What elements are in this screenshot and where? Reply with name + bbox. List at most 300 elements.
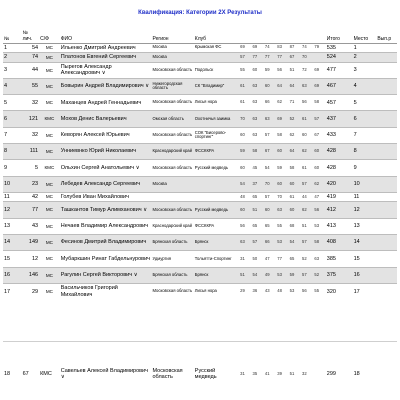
cell-total: 457: [326, 95, 353, 111]
cell-extra: [376, 95, 397, 111]
cell-total: 320: [326, 283, 353, 299]
cell-score: 64: [276, 78, 288, 94]
cell-num: 11: [3, 192, 22, 202]
cell-score: 69: [313, 78, 325, 94]
cell-bib: 23: [22, 176, 40, 192]
cell-extra: [376, 53, 397, 63]
cell-score: 56: [239, 218, 251, 234]
cell-score: 57: [264, 127, 276, 143]
cell-region: Брянская область: [152, 267, 194, 283]
cell-rank: МС: [39, 267, 60, 283]
cell-bib: 29: [22, 283, 40, 299]
cell-total: 385: [326, 251, 353, 267]
cell-score: 50: [252, 251, 264, 267]
cell-score: 45: [252, 160, 264, 176]
cell-region: Нижегородская область: [152, 78, 194, 94]
cell-name: Нечаев Владимир Александрович: [60, 218, 152, 234]
cell-score: 59: [264, 62, 276, 78]
cell-extra: [376, 78, 397, 94]
cell-club: Брянск: [194, 234, 239, 250]
cell-score: 52: [289, 111, 301, 127]
cell-place: 14: [353, 234, 377, 250]
cell-club: [194, 53, 239, 63]
cell-score: 57: [239, 53, 251, 63]
cell-score: 58: [313, 95, 325, 111]
cell-region: Московская область: [152, 62, 194, 78]
cell-name: Кеворян Алексей Юрьевич: [60, 127, 152, 143]
cell-rank: МС: [39, 251, 60, 267]
cell-club: Крымская ФС: [194, 43, 239, 53]
cell-score: 55: [313, 283, 325, 299]
cell-score: 58: [276, 127, 288, 143]
cell-num: 7: [3, 127, 22, 143]
cell-club: [194, 192, 239, 202]
cell-score: 63: [301, 78, 313, 94]
table-row: [3, 78, 397, 94]
cell-extra: [376, 192, 397, 202]
cell-bib: 74: [22, 53, 40, 63]
cell-score: 60: [239, 127, 251, 143]
cell-region: Московская область: [152, 95, 194, 111]
cell-region: Брянская область: [152, 234, 194, 250]
cell-place: 17: [353, 283, 377, 299]
cell-club: Русский медведь: [194, 160, 239, 176]
cell-place: 13: [353, 218, 377, 234]
cell-rank: МС: [39, 283, 60, 299]
cell-club: ФССККРА: [194, 218, 239, 234]
cell-num: 4: [3, 78, 22, 94]
cell-club: Подольск: [194, 62, 239, 78]
cell-score: 69: [313, 62, 325, 78]
cell-name: Платонов Евгений Сергеевич: [60, 53, 152, 63]
cell-num: 5: [3, 95, 22, 111]
cell-score: 39: [277, 370, 282, 376]
cell-name: Бовырин Андрей Владимирович ∨: [60, 78, 152, 94]
cell-score: 61: [239, 78, 251, 94]
cell-score: 71: [289, 95, 301, 111]
header-rank: С/Ф: [39, 31, 60, 43]
header-series-4: [276, 31, 288, 43]
header-series-1: [239, 31, 251, 43]
cell-place: 6: [353, 111, 377, 127]
cell-score: 32: [302, 370, 307, 376]
cell-score: 63: [276, 202, 288, 218]
cell-score: 70: [239, 111, 251, 127]
cell-place: 7: [353, 127, 377, 143]
cell-score: 51: [301, 218, 313, 234]
cell-place: 5: [353, 95, 377, 111]
table-row: [3, 283, 397, 299]
cell-score: [313, 368, 325, 381]
cell-score: 56: [301, 95, 313, 111]
cell-total: 428: [326, 160, 353, 176]
cell-score: 57: [252, 234, 264, 250]
cell-bib: 149: [22, 234, 40, 250]
cell-score: 59: [276, 160, 288, 176]
cell-rank: МС: [39, 176, 60, 192]
cell-name: Васильчиков Григорий Михайлович: [60, 283, 152, 299]
cell-extra: [376, 176, 397, 192]
header-region: Регион: [152, 31, 194, 43]
cell-score: [313, 53, 325, 63]
cell-total: 375: [326, 267, 353, 283]
cell-rank: МС: [39, 127, 60, 143]
cell-score: 60: [313, 143, 325, 159]
cell-region: Москва: [152, 53, 194, 63]
cell-club: Брянск: [194, 267, 239, 283]
cell-num: 18: [4, 371, 11, 378]
cell-place: 12: [353, 202, 377, 218]
cell-score: 55: [276, 218, 288, 234]
cell-region: Московская область: [152, 283, 194, 299]
cell-score: 60: [239, 202, 251, 218]
cell-score: 61: [301, 111, 313, 127]
cell-score: 54: [239, 176, 251, 192]
table-row: [3, 202, 397, 218]
cell-extra: [376, 283, 397, 299]
cell-score: 64: [289, 78, 301, 94]
cell-bib: 12: [22, 251, 40, 267]
cell-score: 62: [276, 95, 288, 111]
cell-score: 59: [289, 267, 301, 283]
cell-rank: МС: [39, 234, 60, 250]
cell-score: 49: [264, 267, 276, 283]
cell-place: 16: [353, 267, 377, 283]
cell-score: 70: [301, 53, 313, 63]
cell-place: 9: [353, 160, 377, 176]
cell-extra: [376, 143, 397, 159]
cell-region: Москва: [152, 43, 194, 53]
cell-score: 54: [289, 234, 301, 250]
cell-name: Фесинов Дмитрий Владимирович: [60, 234, 152, 250]
cell-score: 60: [276, 143, 288, 159]
cell-score: 65: [289, 251, 301, 267]
cell-score: 53: [276, 234, 288, 250]
header-series-5: [289, 31, 301, 43]
cell-score: 77: [276, 53, 288, 63]
page-gap-divider: [3, 341, 397, 342]
cell-num: 3: [3, 62, 22, 78]
cell-total: 413: [326, 218, 353, 234]
cell-score: 77: [264, 53, 276, 63]
cell-extra: [376, 267, 397, 283]
cell-region: Московская область: [152, 127, 194, 143]
cell-extra: [376, 234, 397, 250]
cell-region: Московская область: [152, 202, 194, 218]
cell-score: 63: [264, 111, 276, 127]
cell-rank: МС: [39, 78, 60, 94]
cell-place: 18: [353, 371, 360, 378]
cell-total: 419: [326, 192, 353, 202]
cell-score: 60: [239, 160, 251, 176]
cell-name: Маханцев Андрей Геннадьевич: [60, 95, 152, 111]
cell-name: Ильенко Дмитрий Андреевич: [60, 43, 152, 53]
cell-rank: МС: [39, 202, 60, 218]
cell-num: 6: [3, 111, 22, 127]
cell-region: [152, 192, 194, 202]
cell-score: 77: [252, 53, 264, 63]
cell-bib: 44: [22, 62, 40, 78]
cell-score: 37: [252, 176, 264, 192]
cell-place: 2: [353, 53, 377, 63]
cell-total: 477: [326, 62, 353, 78]
cell-extra: [376, 62, 397, 78]
cell-score: 61: [301, 160, 313, 176]
cell-region: Московская область: [152, 160, 194, 176]
cell-score: 63: [313, 251, 325, 267]
cell-club: Лисья нора: [194, 283, 239, 299]
table-row: [3, 127, 397, 143]
cell-score: 60: [289, 176, 301, 192]
last-row-table: [3, 368, 397, 381]
cell-bib: 121: [22, 111, 40, 127]
table-row: [3, 234, 397, 250]
cell-region: Омская область: [152, 111, 194, 127]
cell-rank: КМС: [39, 160, 60, 176]
cell-score: 47: [264, 251, 276, 267]
cell-total: 408: [326, 234, 353, 250]
header-place: Место: [353, 31, 377, 43]
cell-rank: МС: [39, 95, 60, 111]
cell-name: Голубев Иван Михайлович: [60, 192, 152, 202]
cell-score: 79: [313, 43, 325, 53]
cell-club: Русский медведь: [194, 368, 217, 381]
cell-score: 29: [239, 283, 251, 299]
cell-score: 87: [289, 43, 301, 53]
cell-score: 62: [301, 202, 313, 218]
cell-score: 57: [301, 267, 313, 283]
cell-extra: [376, 111, 397, 127]
cell-score: 66: [264, 234, 276, 250]
cell-bib: 32: [22, 127, 40, 143]
table-row: [3, 62, 397, 78]
cell-score: 57: [301, 234, 313, 250]
cell-score: 65: [264, 218, 276, 234]
cell-place: 10: [353, 176, 377, 192]
cell-extra: [376, 368, 397, 381]
cell-total: 437: [326, 111, 353, 127]
cell-club: Лисья нора: [194, 95, 239, 111]
cell-place: 3: [353, 62, 377, 78]
cell-score: 60: [276, 176, 288, 192]
header-extra: Вып.р: [376, 31, 397, 43]
cell-score: 47: [313, 192, 325, 202]
cell-score: 70: [276, 192, 288, 202]
cell-place: 15: [353, 251, 377, 267]
table-row: [3, 218, 397, 234]
cell-score: 62: [313, 176, 325, 192]
cell-bib: 55: [22, 78, 40, 94]
cell-score: 31: [240, 370, 245, 376]
cell-score: 68: [289, 218, 301, 234]
cell-rank: КМС: [40, 371, 52, 378]
cell-score: 51: [289, 62, 301, 78]
cell-region: Удмуртия: [152, 251, 194, 267]
cell-score: 55: [239, 62, 251, 78]
cell-score: 57: [301, 176, 313, 192]
cell-score: 36: [252, 283, 264, 299]
cell-score: 58: [289, 160, 301, 176]
cell-score: 48: [239, 192, 251, 202]
cell-name: Лебедев Александр Сергеевич: [60, 176, 152, 192]
cell-bib: 54: [22, 43, 40, 53]
header-name: ФИО: [60, 31, 152, 43]
cell-club: СК "Владимир": [194, 78, 239, 94]
cell-score: 41: [264, 370, 270, 376]
cell-score: 65: [252, 192, 264, 202]
cell-score: 44: [301, 192, 313, 202]
cell-bib: 43: [22, 218, 40, 234]
cell-region: Краснодарский край: [152, 218, 194, 234]
cell-score: 48: [276, 283, 288, 299]
header-total: Итого: [326, 31, 353, 43]
cell-name: Рагулин Сергей Викторович ∨: [60, 267, 152, 283]
table-header-row: [3, 31, 397, 43]
cell-score: 43: [264, 283, 276, 299]
cell-name: Мохов Денис Валерьевич: [60, 111, 152, 127]
cell-score: 65: [252, 218, 264, 234]
cell-rank: МС: [39, 43, 60, 53]
cell-score: 53: [289, 283, 301, 299]
cell-score: 77: [276, 251, 288, 267]
results-table: [3, 31, 397, 300]
cell-score: 63: [252, 78, 264, 94]
cell-bib: 42: [22, 192, 40, 202]
cell-score: 72: [301, 62, 313, 78]
cell-name: Мубаркшин Ринат Габдельнурович: [60, 251, 152, 267]
cell-score: 53: [313, 218, 325, 234]
cell-rank: МС: [39, 143, 60, 159]
cell-extra: [376, 251, 397, 267]
cell-score: 56: [301, 283, 313, 299]
cell-rank: МС: [39, 218, 60, 234]
cell-name: Ташкантов Тимур Алимханович ∨: [60, 202, 152, 218]
header-bib: № лич.: [22, 31, 40, 43]
header-series-7: [313, 31, 325, 43]
cell-score: 56: [276, 62, 288, 78]
cell-score: 31: [239, 251, 251, 267]
cell-bib: 111: [22, 143, 40, 159]
page-title: Квалификация: Категории 2Х Результаты: [138, 10, 262, 16]
header-club: Клуб: [194, 31, 239, 43]
cell-extra: [376, 43, 397, 53]
cell-num: 17: [3, 283, 22, 299]
cell-num: 12: [3, 202, 22, 218]
cell-score: 54: [252, 267, 264, 283]
cell-total: 433: [326, 127, 353, 143]
cell-extra: [376, 127, 397, 143]
cell-total: 299: [326, 371, 336, 378]
cell-num: 15: [3, 251, 22, 267]
cell-score: 52: [301, 251, 313, 267]
cell-bib: 146: [22, 267, 40, 283]
cell-place: 4: [353, 78, 377, 94]
cell-name: Унниевнко Юрий Николаевич: [60, 143, 152, 159]
cell-score: 60: [289, 202, 301, 218]
cell-name: Ольхин Сергей Анатольевич ∨: [60, 160, 152, 176]
cell-score: 59: [239, 143, 251, 159]
header-series-2: [252, 31, 264, 43]
cell-score: 35: [252, 370, 258, 376]
cell-club: Тольятти-Спортинг: [194, 251, 239, 267]
cell-score: 58: [252, 143, 264, 159]
table-row: [3, 143, 397, 159]
cell-score: 83: [276, 43, 288, 53]
cell-num: 10: [3, 176, 22, 192]
cell-score: 67: [289, 53, 301, 63]
cell-score: 62: [301, 143, 313, 159]
cell-score: 69: [252, 43, 264, 53]
cell-place: 11: [353, 192, 377, 202]
cell-rank: МС: [39, 53, 60, 63]
cell-score: 62: [289, 127, 301, 143]
cell-score: 63: [239, 234, 251, 250]
cell-score: 54: [264, 160, 276, 176]
cell-total: 524: [326, 53, 353, 63]
cell-rank: МС: [39, 62, 60, 78]
cell-bib: 77: [22, 202, 40, 218]
cell-score: 61: [239, 95, 251, 111]
cell-total: 467: [326, 78, 353, 94]
cell-num: 14: [3, 234, 22, 250]
table-row: [3, 251, 397, 267]
cell-extra: [376, 202, 397, 218]
cell-num: 16: [3, 267, 22, 283]
cell-extra: [376, 218, 397, 234]
cell-num: 8: [3, 143, 22, 159]
cell-score: 74: [301, 43, 313, 53]
cell-num: 1: [3, 43, 22, 53]
cell-score: 58: [313, 234, 325, 250]
cell-score: 53: [276, 267, 288, 283]
cell-score: 69: [276, 111, 288, 127]
cell-rank: МС: [39, 192, 60, 202]
cell-score: 57: [264, 192, 276, 202]
cell-region: Московская область: [152, 368, 183, 381]
cell-total: 535: [326, 43, 353, 53]
header-series-3: [264, 31, 276, 43]
table-row: [3, 111, 397, 127]
cell-score: 60: [301, 127, 313, 143]
cell-bib: 32: [22, 95, 40, 111]
header-series-6: [301, 31, 313, 43]
table-row: [3, 267, 397, 283]
table-row: [3, 53, 397, 63]
table-row: [3, 43, 397, 53]
cell-score: 67: [313, 127, 325, 143]
cell-bib: 5: [22, 160, 40, 176]
cell-score: 61: [289, 192, 301, 202]
cell-score: 63: [252, 95, 264, 111]
cell-score: 74: [264, 43, 276, 53]
cell-total: 428: [326, 143, 353, 159]
table-row: [3, 95, 397, 111]
cell-bib: 67: [22, 371, 29, 378]
cell-score: 52: [313, 267, 325, 283]
cell-score: 60: [264, 202, 276, 218]
table-row: [3, 368, 397, 381]
cell-score: 60: [264, 78, 276, 94]
cell-rank: КМС: [39, 111, 60, 127]
cell-score: 69: [239, 43, 251, 53]
cell-club: СОК "Бисерово-спортинг": [194, 127, 239, 143]
cell-score: 66: [264, 95, 276, 111]
cell-score: 60: [313, 160, 325, 176]
cell-extra: [376, 160, 397, 176]
cell-club: Охотничья заимка: [194, 111, 239, 127]
cell-club: [194, 176, 239, 192]
cell-total: 412: [326, 202, 353, 218]
